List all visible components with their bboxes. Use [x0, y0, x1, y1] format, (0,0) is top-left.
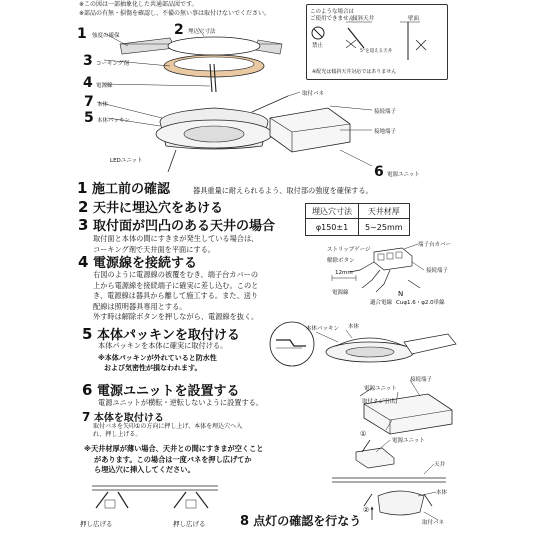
- wiring-release-button: 解除ボタン: [327, 258, 355, 264]
- step-5-title: 5 本体パッキンを取付ける: [82, 325, 240, 343]
- s6-connect-label: 接続端子: [410, 377, 433, 383]
- wiring-spec: Cuφ1.6・φ2.0単線: [396, 300, 445, 306]
- header-note-1: ※この図は一部抽象化した共通部品図です。: [79, 1, 198, 8]
- label-hole-size: 埋込穴寸法: [188, 29, 216, 35]
- step-6-title: 6 電源ユニットを設置する: [82, 381, 240, 399]
- label-spring: 取付バネ: [302, 91, 325, 97]
- step-1-desc: 器具重量に耐えられるよう、取付部の強度を確保する。: [193, 186, 373, 195]
- label-body: 本体: [97, 102, 109, 108]
- spec-header-hole: 埋込穴寸法: [306, 204, 359, 219]
- wiring-cover: 端子台カバー: [418, 242, 452, 248]
- label-power-unit: 電源ユニット: [387, 172, 420, 178]
- wiring-n: N: [398, 290, 404, 298]
- wiring-wire: 電源線: [332, 290, 349, 296]
- s5-body-label: 本体: [348, 324, 360, 330]
- label-packing: 本体パッキン: [97, 118, 130, 124]
- step-2-title: 2 天井に埋込穴をあける: [78, 198, 223, 216]
- label-ceiling-strength: 強度の確保: [92, 33, 120, 39]
- step-4-text: 右図のように電源線の被覆をむき、端子台カバーの 上から電源線を接続端子に確実に差し込む。このと き、電源線は器具から離して施工する。また、送り 配線は照明器具専用とする。 外す時は解除ボタンを押しながら、電源線を抜く。: [93, 270, 259, 321]
- step-5-text: 本体パッキンを本体に確実に取付ける。: [98, 341, 228, 350]
- wiring-applicable: 適合電線: [370, 300, 393, 306]
- s6-power-label: 電源ユニット: [364, 386, 397, 392]
- caution-intro: このような場合は: [310, 9, 355, 15]
- label-ground-terminal: 接地端子: [374, 129, 397, 135]
- caution-note: ※配光は傾斜天井対応ではありません: [312, 69, 397, 75]
- label-led-unit: LEDユニット: [110, 158, 143, 164]
- callout-4: 4: [83, 75, 93, 91]
- step-1-title: 1 施工前の確認: [77, 179, 170, 197]
- label-caulk: コーキング剤: [96, 61, 129, 67]
- push-label-right: 押し広げる: [173, 520, 206, 528]
- caution-slope: 傾斜天井: [352, 16, 375, 22]
- step-7-text: 取付バネを矢印①の方向に押し上げ、本体を埋込穴へ入 れ、押し上げる。: [93, 423, 243, 438]
- wiring-connect: 接続端子: [426, 268, 449, 274]
- step-4-title: 4 電源線を接続する: [78, 253, 197, 271]
- callout-6: 6: [374, 164, 384, 180]
- step-6-text: 電源ユニットが横転・逆転しないように設置する。: [98, 398, 264, 407]
- s7-circle-1: ①: [360, 430, 367, 438]
- wiring-length: 12mm: [335, 270, 353, 276]
- s7-body-label: 本体: [436, 490, 448, 496]
- callout-3: 3: [83, 53, 93, 69]
- label-power-wire: 電源線: [96, 83, 113, 89]
- s7-ceiling-label: 天井: [434, 462, 446, 468]
- step-3-title: 3 取付面が凹凸のある天井の場合: [78, 216, 275, 234]
- callout-1: 1: [77, 26, 87, 42]
- s7-power-label: 電源ユニット: [392, 438, 425, 444]
- wiring-strip-gauge: ストリップゲージ: [327, 247, 371, 253]
- s7-circle-2: ②: [363, 506, 370, 514]
- caution-sub: ご使用できません: [310, 16, 355, 22]
- s6-screw-label: 取付ネジ引出: [362, 399, 396, 405]
- spec-header-thickness: 天井材厚: [359, 204, 410, 219]
- step-3-text: 取付面と本体の間にすきまが発生している場合は、 コーキング剤で天井面を平面にする。: [93, 234, 259, 254]
- caution-wall: 壁面: [408, 16, 420, 22]
- step-5-warning: ※本体パッキンが外れていると防水性 および気密性が損なわれます。: [98, 354, 217, 372]
- caution-prohibit: 禁止: [312, 43, 324, 49]
- s5-packing-label: 本体パッキン: [306, 326, 339, 332]
- spec-value-hole: φ150±1: [306, 219, 359, 236]
- callout-2: 2: [174, 22, 184, 38]
- caution-angle: 5°を超える天井: [360, 49, 393, 54]
- callout-7: 7: [84, 94, 94, 110]
- thin-ceiling-note: ※天井材厚が薄い場合、天井との間にすきまが空くこと があります。この場合は一度バネを押し広げてか ら埋込穴に挿入してください。: [84, 444, 264, 474]
- s7-spring-label: 取付バネ: [422, 520, 445, 526]
- header-note-2: ※部品の有無・損傷を確認し、不備の無い事は取付けないでください。: [79, 10, 271, 17]
- spec-value-thickness: 5~25mm: [359, 219, 410, 236]
- push-label-left: 押し広げる: [80, 520, 113, 528]
- label-connect-terminal: 接続端子: [374, 109, 397, 115]
- callout-5: 5: [84, 110, 94, 126]
- step-7-title: 7 本体を取付ける: [82, 410, 164, 424]
- step-8-title: 8 点灯の確認を行なう: [240, 514, 362, 529]
